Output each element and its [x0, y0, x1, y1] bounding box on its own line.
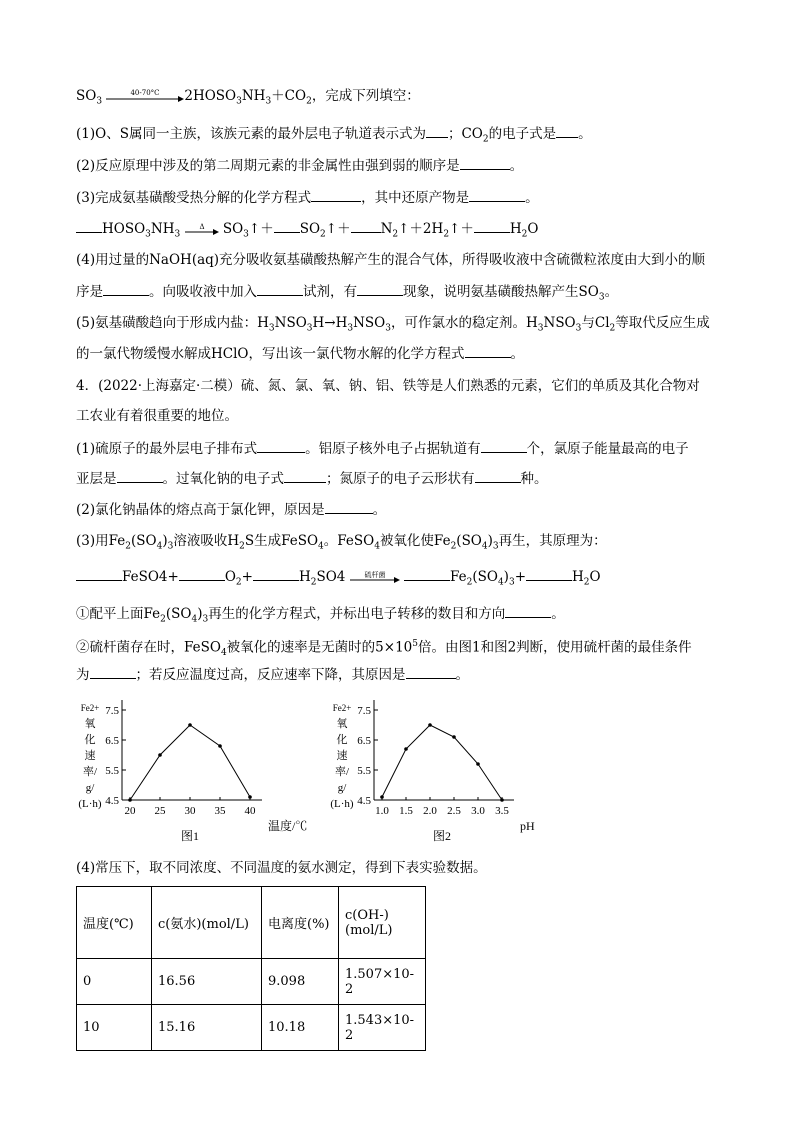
table-header-cell: c(OH-)(mol/L) — [339, 887, 426, 959]
regeneration-equation: FeSO4+ $O_2+ H_2SO4$ 硫杆菌 $Fe_2(SO_4)_3+ H_2O$ — [76, 566, 601, 593]
table-header-cell: 温度(℃) — [77, 887, 152, 959]
table-row — [77, 1005, 426, 1051]
decomposition-equation: $HOSO_3NH_3$ Δ $SO_3↑+$ $SO_2↑+$ $N_2↑+2H_2↑+ H_2O$ — [76, 218, 538, 245]
data-point — [404, 747, 408, 751]
question-4-3-b-line2: 为 ；若反应温度过高，反应速率下降，其原因是 。 — [76, 664, 469, 685]
question-3-4-line1: (4)用过量的NaOH(aq)充分吸收氨基磺酸热解产生的混合气体，所得吸收液中含硫微粒浓度由大到小的顺 — [76, 252, 706, 268]
data-point — [188, 723, 192, 727]
y-axis-label: 率/ — [334, 766, 350, 778]
x-tick-label: 2.0 — [423, 805, 437, 817]
data-point — [380, 795, 384, 799]
bacteria-arrow — [350, 570, 400, 586]
x-tick-label: 40 — [244, 805, 256, 817]
table-header-row — [77, 887, 426, 959]
data-point — [500, 798, 504, 802]
table-cell: 10.18 — [262, 1005, 339, 1051]
x-tick-label: 20 — [124, 805, 136, 817]
y-axis-label: g/ — [85, 782, 95, 794]
heat-arrow — [185, 222, 219, 238]
x-tick-label: 2.5 — [447, 805, 461, 817]
chart-fig1-temperature — [70, 700, 308, 850]
figure-caption: 图1 — [180, 829, 200, 843]
y-axis-label: 速 — [84, 750, 96, 762]
data-point — [248, 795, 252, 799]
x-tick-label: 25 — [154, 805, 166, 817]
question-4-3-b-line1: ②硫杆菌存在时，FeSO$_4$被氧化的速率是无菌时的$5\times 10^5$倍。由图1和图2判断，使用硫杆菌的最佳条件 — [76, 639, 692, 659]
y-axis-label: g/ — [337, 782, 347, 794]
y-tick-label: 4.5 — [105, 795, 119, 807]
table-cell: 10 — [77, 1005, 152, 1051]
series-line — [130, 725, 250, 800]
data-point — [452, 735, 456, 739]
question-3-2: (2)反应原理中涉及的第二周期元素的非金属性由强到弱的顺序是 。 — [76, 155, 523, 176]
y-axis-label: 化 — [84, 734, 96, 746]
table-row — [77, 959, 426, 1005]
ammonia-data-table — [76, 886, 426, 1051]
figure-caption: 图2 — [432, 829, 452, 843]
question-3-3: (3)完成氨基磺酸受热分解的化学方程式 ，其中还原产物是 。 — [76, 187, 539, 208]
x-tick-label: 30 — [184, 805, 196, 817]
chart-fig2-ph — [322, 700, 552, 850]
question-4-3-a: ①配平上面$Fe_2(SO_4)_3$再生的化学方程式，并标出电子转移的数目和方向 。 — [76, 603, 565, 630]
table-cell: 16.56 — [152, 959, 262, 1005]
svg-text:Δ: Δ — [199, 222, 205, 231]
table-cell: 1.543×10-2 — [339, 1005, 426, 1051]
y-axis-label: 氧 — [84, 718, 96, 730]
table-cell: 0 — [77, 959, 152, 1005]
x-axis-label: pH — [520, 819, 535, 833]
y-axis-label: 率/ — [82, 766, 98, 778]
data-point — [158, 753, 162, 757]
y-tick-label: 7.5 — [105, 705, 119, 717]
y-axis-label: Fe2+ — [332, 703, 352, 713]
question-4-line1: 4．(2022·上海嘉定·二模）硫、氮、氯、氧、钠、铝、铁等是人们熟悉的元素，它们的单质及其化合物对 — [76, 378, 700, 394]
data-point — [476, 762, 480, 766]
table-cell: 1.507×10-2 — [339, 959, 426, 1005]
y-tick-label: 7.5 — [357, 705, 371, 717]
x-tick-label: 1.5 — [399, 805, 413, 817]
y-tick-label: 6.5 — [105, 735, 119, 747]
question-3-5-line2: 的一氯代物缓慢水解成HClO，写出该一氯代物水解的化学方程式 。 — [76, 343, 524, 364]
question-4-2: (2)氯化钠晶体的熔点高于氯化钾，原因是 。 — [76, 499, 386, 520]
svg-text:40-70°C: 40-70°C — [130, 88, 160, 97]
question-4-4: (4)常压下，取不同浓度、不同温度的氨水测定，得到下表实验数据。 — [76, 860, 487, 876]
question-4-1-line1: (1)硫原子的最外层电子排布式 。铝原子核外电子占据轨道有 个，氯原子能量最高的电子 — [76, 438, 689, 459]
y-tick-label: 5.5 — [357, 765, 371, 777]
x-tick-label: 3.5 — [495, 805, 509, 817]
x-tick-label: 35 — [214, 805, 226, 817]
y-tick-label: 4.5 — [357, 795, 371, 807]
question-4-1-line2: 亚层是 。过氧化钠的电子式 ；氮原子的电子云形状有 种。 — [76, 468, 548, 489]
question-4-3: (3)用$Fe_2(SO_4)_3$溶液吸收$H_2S$生成FeSO$_4$。FeSO$_4$被氧化使$Fe_2(SO_4)_3$再生，其原理为： — [76, 533, 607, 552]
reaction-intro: $SO_3$ 40-70°C $2HOSO_3NH_3+CO_2$，完成下列填空： — [76, 88, 420, 107]
table-header-cell: c(氨水)(mol/L) — [152, 887, 262, 959]
series-line — [382, 725, 502, 800]
reaction-arrow — [106, 89, 184, 105]
table-cell: 15.16 — [152, 1005, 262, 1051]
y-axis-label: 化 — [336, 734, 348, 746]
question-3-1: (1)O、S属同一主族，该族元素的最外层电子轨道表示式为 ；$CO_2$的电子式是 。 — [76, 123, 592, 150]
data-point — [218, 744, 222, 748]
x-tick-label: 1.0 — [375, 805, 389, 817]
y-tick-label: 6.5 — [357, 735, 371, 747]
y-axis-label: 速 — [336, 750, 348, 762]
question-4-line2: 工农业有着很重要的地位。 — [76, 408, 238, 424]
table-header-cell: 电离度(%) — [262, 887, 339, 959]
y-axis-label: Fe2+ — [80, 703, 100, 713]
data-point — [428, 723, 432, 727]
svg-text:硫杆菌: 硫杆菌 — [364, 570, 386, 579]
question-3-4-line2: 序是 。向吸收液中加入 试剂，有 现象，说明氨基磺酸热解产生$SO_3$。 — [76, 281, 618, 308]
question-3-5-line1: (5)氨基磺酸趋向于形成内盐：$H_3NSO_3H\to H_3NSO_3$，可作氯水的稳定剂。$H_3NSO_3$与$Cl_2$等取代反应生成 — [76, 315, 710, 334]
data-point — [128, 798, 132, 802]
x-axis-label: 温度/℃ — [268, 819, 308, 833]
y-axis-label: (L·h) — [330, 798, 354, 810]
y-axis-label: (L·h) — [78, 798, 102, 810]
table-cell: 9.098 — [262, 959, 339, 1005]
y-axis-label: 氧 — [336, 718, 348, 730]
y-tick-label: 5.5 — [105, 765, 119, 777]
x-tick-label: 3.0 — [471, 805, 485, 817]
